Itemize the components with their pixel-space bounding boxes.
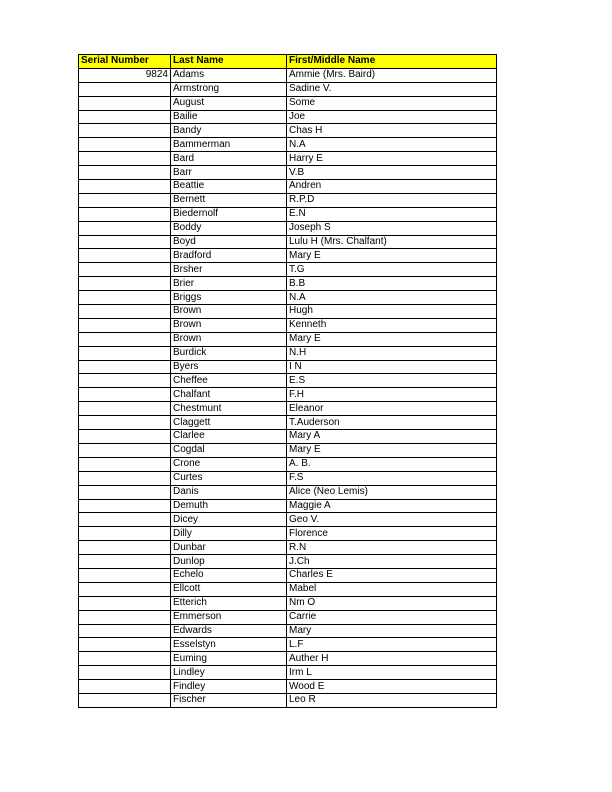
table-row	[79, 193, 497, 207]
serial-number-cell	[79, 360, 171, 374]
first-middle-name-cell: F.H	[287, 388, 497, 402]
first-middle-name-cell: Mary	[287, 624, 497, 638]
serial-number-cell	[79, 443, 171, 457]
table-row	[79, 277, 497, 291]
table-row	[79, 332, 497, 346]
last-name-cell: Euming	[171, 652, 287, 666]
first-middle-name-cell: Leo R	[287, 693, 497, 707]
first-middle-name-cell: T.Auderson	[287, 416, 497, 430]
first-middle-name-cell: Mary E	[287, 332, 497, 346]
last-name-cell: Biedernolf	[171, 207, 287, 221]
table-row	[79, 166, 497, 180]
table-row	[79, 499, 497, 513]
first-middle-name-cell: V.B	[287, 166, 497, 180]
last-name-cell: Bandy	[171, 124, 287, 138]
table-row	[79, 652, 497, 666]
last-name-cell: Demuth	[171, 499, 287, 513]
first-middle-name-cell: N.A	[287, 138, 497, 152]
last-name-cell: Dicey	[171, 513, 287, 527]
last-name-cell: Bernett	[171, 193, 287, 207]
first-middle-name-cell: Maggie A	[287, 499, 497, 513]
table-row	[79, 457, 497, 471]
serial-number-cell	[79, 555, 171, 569]
last-name-cell: Bailie	[171, 110, 287, 124]
last-name-cell: Claggett	[171, 416, 287, 430]
last-name-cell: Boddy	[171, 221, 287, 235]
table-row	[79, 443, 497, 457]
table-row	[79, 110, 497, 124]
serial-number-cell	[79, 416, 171, 430]
serial-number-cell	[79, 291, 171, 305]
first-middle-name-cell: R.N	[287, 541, 497, 555]
table-row	[79, 138, 497, 152]
serial-number-cell	[79, 277, 171, 291]
last-name-cell: Armstrong	[171, 82, 287, 96]
last-name-cell: Findley	[171, 680, 287, 694]
roster-body	[79, 68, 497, 707]
serial-number-cell	[79, 638, 171, 652]
last-name-cell: Edwards	[171, 624, 287, 638]
table-row	[79, 666, 497, 680]
serial-number-cell	[79, 235, 171, 249]
first-middle-name-cell: Joe	[287, 110, 497, 124]
first-middle-name-cell: I N	[287, 360, 497, 374]
serial-number-cell	[79, 110, 171, 124]
table-row	[79, 82, 497, 96]
last-name-cell: Emmerson	[171, 610, 287, 624]
table-row	[79, 249, 497, 263]
serial-number-cell	[79, 180, 171, 194]
first-middle-name-cell: Carrie	[287, 610, 497, 624]
serial-number-cell	[79, 318, 171, 332]
table-row	[79, 346, 497, 360]
last-name-cell: Brown	[171, 305, 287, 319]
serial-number-cell	[79, 582, 171, 596]
first-middle-name-cell: B.B	[287, 277, 497, 291]
table-row	[79, 124, 497, 138]
first-middle-name-cell: Mary A	[287, 430, 497, 444]
last-name-cell: Cheffee	[171, 374, 287, 388]
serial-number-cell	[79, 499, 171, 513]
first-middle-name-cell: Harry E	[287, 152, 497, 166]
serial-number-cell	[79, 680, 171, 694]
serial-number-cell	[79, 513, 171, 527]
last-name-cell: Chestmunt	[171, 402, 287, 416]
table-row	[79, 374, 497, 388]
first-middle-name-cell: Kenneth	[287, 318, 497, 332]
last-name-cell: Byers	[171, 360, 287, 374]
first-middle-name-cell: Mary E	[287, 249, 497, 263]
last-name-cell: Fischer	[171, 693, 287, 707]
serial-number-cell	[79, 541, 171, 555]
table-row	[79, 680, 497, 694]
table-row	[79, 96, 497, 110]
last-name-cell: Cogdal	[171, 443, 287, 457]
last-name-cell: Dunlop	[171, 555, 287, 569]
serial-number-cell	[79, 166, 171, 180]
serial-number-cell	[79, 610, 171, 624]
serial-number-cell	[79, 193, 171, 207]
table-row	[79, 610, 497, 624]
serial-number-cell	[79, 207, 171, 221]
first-middle-name-cell: N.H	[287, 346, 497, 360]
first-middle-name-header: First/Middle Name	[287, 55, 497, 69]
first-middle-name-cell: Charles E	[287, 568, 497, 582]
serial-number-cell	[79, 430, 171, 444]
first-middle-name-cell: L.F	[287, 638, 497, 652]
name-roster-table	[78, 54, 497, 708]
table-row	[79, 263, 497, 277]
first-middle-name-cell: Eleanor	[287, 402, 497, 416]
first-middle-name-cell: A. B.	[287, 457, 497, 471]
table-row	[79, 541, 497, 555]
table-row	[79, 527, 497, 541]
table-row	[79, 152, 497, 166]
serial-number-cell	[79, 96, 171, 110]
table-row	[79, 291, 497, 305]
serial-number-cell	[79, 652, 171, 666]
table-row	[79, 582, 497, 596]
table-row	[79, 360, 497, 374]
first-middle-name-cell: Lulu H (Mrs. Chalfant)	[287, 235, 497, 249]
last-name-cell: Echelo	[171, 568, 287, 582]
last-name-cell: Danis	[171, 485, 287, 499]
serial-number-header: Serial Number	[79, 55, 171, 69]
table-row	[79, 235, 497, 249]
table-row	[79, 68, 497, 82]
first-middle-name-cell: Alice (Neo Lemis)	[287, 485, 497, 499]
first-middle-name-cell: T.G	[287, 263, 497, 277]
first-middle-name-cell: Joseph S	[287, 221, 497, 235]
serial-number-cell	[79, 221, 171, 235]
serial-number-cell	[79, 374, 171, 388]
last-name-cell: Brown	[171, 318, 287, 332]
last-name-cell: Ellcott	[171, 582, 287, 596]
table-row	[79, 207, 497, 221]
first-middle-name-cell: Geo V.	[287, 513, 497, 527]
serial-number-cell	[79, 332, 171, 346]
table-row	[79, 513, 497, 527]
last-name-cell: Curtes	[171, 471, 287, 485]
last-name-cell: Esselstyn	[171, 638, 287, 652]
last-name-cell: Dunbar	[171, 541, 287, 555]
serial-number-cell	[79, 402, 171, 416]
serial-number-cell	[79, 527, 171, 541]
first-middle-name-cell: Florence	[287, 527, 497, 541]
last-name-header: Last Name	[171, 55, 287, 69]
table-row	[79, 430, 497, 444]
first-middle-name-cell: J.Ch	[287, 555, 497, 569]
last-name-cell: Brsher	[171, 263, 287, 277]
serial-number-cell	[79, 305, 171, 319]
first-middle-name-cell: N.A	[287, 291, 497, 305]
first-middle-name-cell: Sadine V.	[287, 82, 497, 96]
first-middle-name-cell: Some	[287, 96, 497, 110]
serial-number-cell	[79, 485, 171, 499]
serial-number-cell	[79, 624, 171, 638]
table-row	[79, 416, 497, 430]
table-row	[79, 624, 497, 638]
serial-number-cell	[79, 82, 171, 96]
serial-number-cell	[79, 152, 171, 166]
first-middle-name-cell: E.N	[287, 207, 497, 221]
last-name-cell: Adams	[171, 68, 287, 82]
table-row	[79, 568, 497, 582]
serial-number-cell	[79, 249, 171, 263]
first-middle-name-cell: Chas H	[287, 124, 497, 138]
last-name-cell: Etterich	[171, 596, 287, 610]
last-name-cell: Brier	[171, 277, 287, 291]
first-middle-name-cell: Auther H	[287, 652, 497, 666]
table-row	[79, 180, 497, 194]
table-row	[79, 221, 497, 235]
table-row	[79, 596, 497, 610]
table-row	[79, 402, 497, 416]
last-name-cell: Bammerman	[171, 138, 287, 152]
last-name-cell: Burdick	[171, 346, 287, 360]
first-middle-name-cell: Hugh	[287, 305, 497, 319]
serial-number-cell: 9824	[79, 68, 171, 82]
serial-number-cell	[79, 693, 171, 707]
last-name-cell: Barr	[171, 166, 287, 180]
first-middle-name-cell: F.S	[287, 471, 497, 485]
serial-number-cell	[79, 388, 171, 402]
last-name-cell: Boyd	[171, 235, 287, 249]
table-row	[79, 638, 497, 652]
first-middle-name-cell: Nm O	[287, 596, 497, 610]
last-name-cell: Beattie	[171, 180, 287, 194]
last-name-cell: Crone	[171, 457, 287, 471]
table-row	[79, 318, 497, 332]
last-name-cell: Lindley	[171, 666, 287, 680]
table-row	[79, 305, 497, 319]
table-row	[79, 388, 497, 402]
last-name-cell: Brown	[171, 332, 287, 346]
table-row	[79, 693, 497, 707]
first-middle-name-cell: Mary E	[287, 443, 497, 457]
serial-number-cell	[79, 263, 171, 277]
serial-number-cell	[79, 457, 171, 471]
last-name-cell: Bard	[171, 152, 287, 166]
first-middle-name-cell: Irm L	[287, 666, 497, 680]
first-middle-name-cell: Wood E	[287, 680, 497, 694]
serial-number-cell	[79, 138, 171, 152]
first-middle-name-cell: Andren	[287, 180, 497, 194]
table-row	[79, 485, 497, 499]
table-row	[79, 555, 497, 569]
serial-number-cell	[79, 666, 171, 680]
last-name-cell: Chalfant	[171, 388, 287, 402]
last-name-cell: Bradford	[171, 249, 287, 263]
table-row	[79, 471, 497, 485]
serial-number-cell	[79, 124, 171, 138]
serial-number-cell	[79, 596, 171, 610]
last-name-cell: Briggs	[171, 291, 287, 305]
serial-number-cell	[79, 471, 171, 485]
serial-number-cell	[79, 568, 171, 582]
last-name-cell: August	[171, 96, 287, 110]
first-middle-name-cell: E.S	[287, 374, 497, 388]
header-row	[79, 55, 497, 69]
first-middle-name-cell: R.P.D	[287, 193, 497, 207]
serial-number-cell	[79, 346, 171, 360]
last-name-cell: Clarlee	[171, 430, 287, 444]
first-middle-name-cell: Ammie (Mrs. Baird)	[287, 68, 497, 82]
last-name-cell: Dilly	[171, 527, 287, 541]
first-middle-name-cell: Mabel	[287, 582, 497, 596]
